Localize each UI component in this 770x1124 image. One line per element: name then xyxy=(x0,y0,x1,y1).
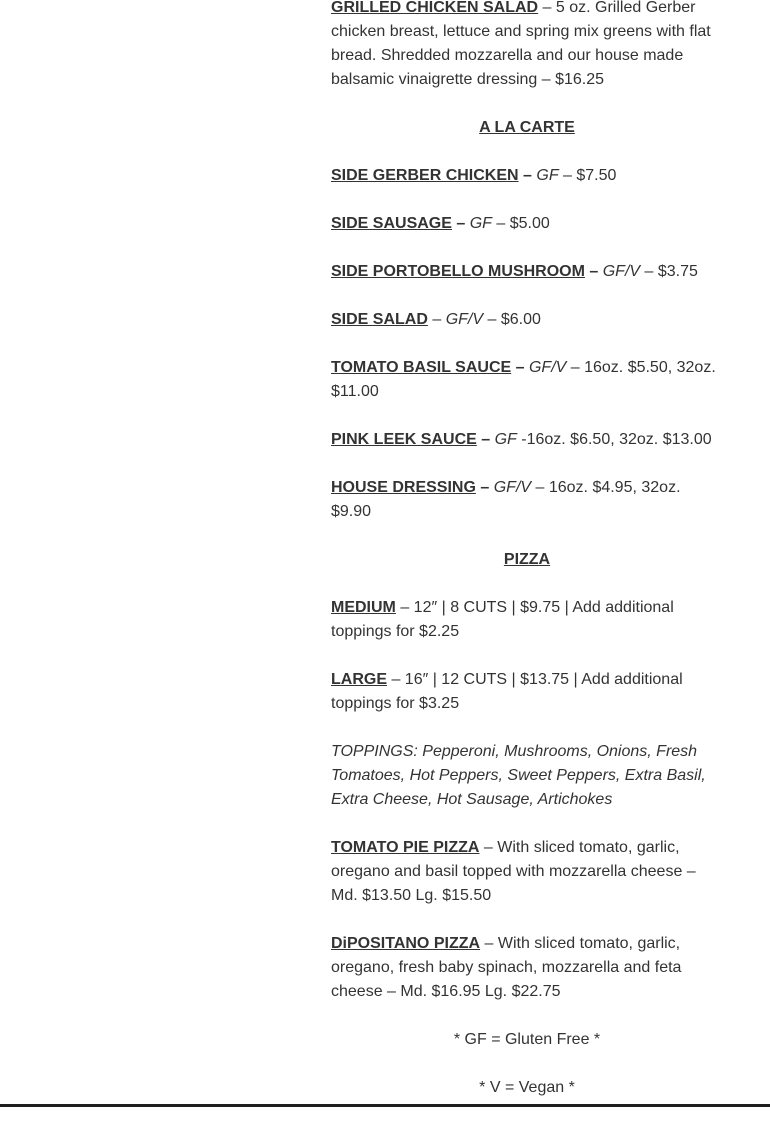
diet-tag: GF/V xyxy=(493,479,532,496)
item-description: – 5 oz. Grilled Gerber chicken breast, lettuce and spring mix greens with flat bread. Shredded mozzarella and our house made balsamic vinaigrette dressing – $16.25 xyxy=(331,0,711,88)
item-separator: – xyxy=(518,167,532,184)
item-name: SIDE GERBER CHICKEN xyxy=(331,167,519,184)
legend-gluten-free: * GF = Gluten Free * xyxy=(453,1031,601,1048)
menu-item-tomato-pie-pizza xyxy=(331,836,723,908)
item-description: – With sliced tomato, garlic, oregano, fresh baby spinach, mozzarella and feta cheese – Md. $16.95 Lg. $22.75 xyxy=(331,935,682,1000)
menu-item-large-pizza xyxy=(331,668,723,716)
section-heading-a-la-carte: A LA CARTE xyxy=(479,119,575,136)
menu-item-pink-leek-sauce xyxy=(331,428,723,452)
legend-vegan: * V = Vegan * xyxy=(479,1079,575,1096)
item-separator: – xyxy=(427,311,446,328)
diet-tag: GF xyxy=(536,167,559,184)
item-name: LARGE xyxy=(331,671,387,688)
item-description: – 16″ | 12 CUTS | $13.75 | Add additional toppings for $3.25 xyxy=(331,671,683,712)
item-name: HOUSE DRESSING xyxy=(331,479,476,496)
item-name: DiPOSITANO PIZZA xyxy=(331,935,481,952)
menu-item-side-sausage xyxy=(331,212,723,236)
item-name: SIDE SAUSAGE xyxy=(331,215,452,232)
item-separator: – xyxy=(511,359,525,376)
menu-column xyxy=(331,0,723,1124)
diet-tag: GF/V xyxy=(602,263,641,280)
item-description: – 16oz. $5.50, 32oz. $11.00 xyxy=(331,359,716,400)
item-separator: – xyxy=(475,479,490,496)
item-name: GRILLED CHICKEN SALAD xyxy=(331,0,539,16)
item-separator: – xyxy=(476,431,491,448)
item-name: PINK LEEK SAUCE xyxy=(331,431,477,448)
item-description: -16oz. $6.50, 32oz. $13.00 xyxy=(516,431,712,448)
item-description: – 12″ | 8 CUTS | $9.75 | Add additional toppings for $2.25 xyxy=(331,599,674,640)
diet-tag: GF xyxy=(494,431,517,448)
menu-item-tomato-basil-sauce xyxy=(331,356,723,404)
menu-item-side-gerber-chicken xyxy=(331,164,723,188)
toppings-text: TOPPINGS: Pepperoni, Mushrooms, Onions, Fresh Tomatoes, Hot Peppers, Sweet Peppers, Extra Basil, Extra Cheese, Hot Sausage, Artichokes xyxy=(331,743,706,808)
item-description: – 16oz. $4.95, 32oz. $9.90 xyxy=(331,479,681,520)
menu-item-house-dressing xyxy=(331,476,723,524)
item-name: TOMATO BASIL SAUCE xyxy=(331,359,512,376)
item-description: – $6.00 xyxy=(483,311,541,328)
section-heading-pizza: PIZZA xyxy=(503,551,551,568)
menu-item-grilled-chicken-salad xyxy=(331,0,723,92)
menu-item-side-salad xyxy=(331,308,723,332)
item-description: – With sliced tomato, garlic, oregano and basil topped with mozzarella cheese – Md. $13.50 Lg. $15.50 xyxy=(331,839,696,904)
item-separator: – xyxy=(584,263,599,280)
item-name: SIDE PORTOBELLO MUSHROOM xyxy=(331,263,585,280)
diet-tag: GF xyxy=(469,215,492,232)
item-name: MEDIUM xyxy=(331,599,396,616)
menu-item-dipositano-pizza xyxy=(331,932,723,1004)
item-description: – $3.75 xyxy=(640,263,698,280)
toppings-list xyxy=(331,740,723,812)
item-description: – $5.00 xyxy=(491,215,550,232)
diet-tag: GF/V xyxy=(528,359,567,376)
item-description: – $7.50 xyxy=(558,167,617,184)
item-name: SIDE SALAD xyxy=(331,311,428,328)
diet-tag: GF/V xyxy=(445,311,484,328)
item-separator: – xyxy=(451,215,466,232)
menu-item-side-portobello-mushroom xyxy=(331,260,723,284)
menu-item-medium-pizza xyxy=(331,596,723,644)
item-name: TOMATO PIE PIZZA xyxy=(331,839,480,856)
